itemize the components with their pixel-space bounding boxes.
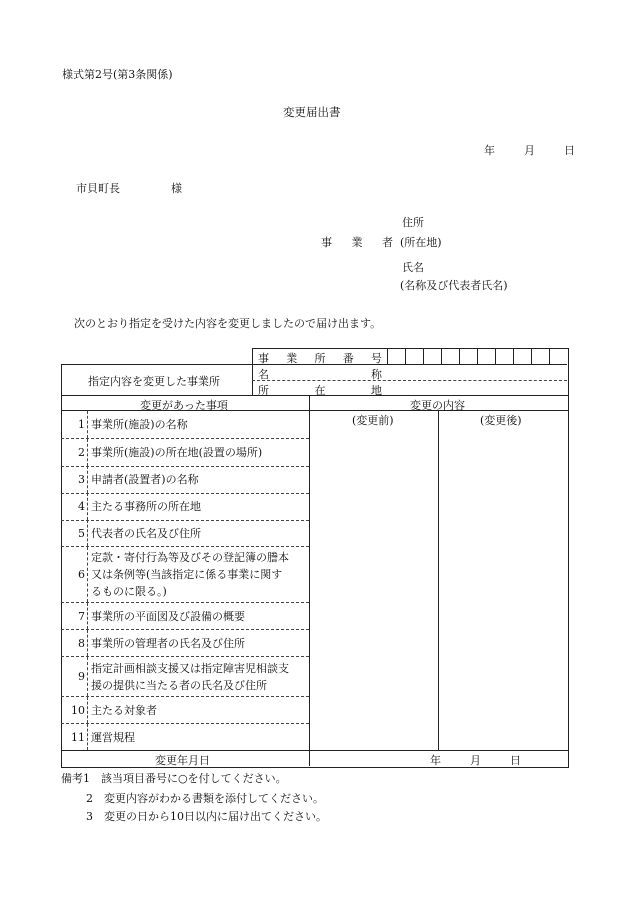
date-day: 日	[564, 144, 575, 157]
page-title: 変更届出書	[283, 105, 341, 119]
item-number: 9	[61, 657, 88, 696]
change-item-row[interactable]	[61, 697, 309, 724]
office-number-box[interactable]	[477, 349, 496, 364]
office-number-label: 事 業 所 番 号	[258, 352, 382, 365]
col-change-content: 変更の内容	[410, 399, 465, 412]
item-label: 主たる事務所の所在地	[91, 500, 201, 513]
office-location-label: 所 在 地	[258, 384, 382, 397]
item-number: 8	[61, 630, 88, 656]
note-2: 2 変更内容がわかる書類を添付してください。	[86, 792, 324, 805]
addressee-name: 市貝町長	[76, 182, 120, 195]
change-item-row[interactable]	[61, 439, 309, 467]
office-number-box[interactable]	[387, 349, 406, 364]
item-label: 事業所(施設)の所在地(設置の場所)	[91, 446, 263, 459]
addressee-honorific: 様	[171, 182, 182, 195]
item-label: 定款・寄付行為等及びその登記簿の謄本 又は条例等(当該指定に係る事業に関す るものに限る。)	[91, 551, 289, 598]
item-number: 4	[61, 493, 88, 520]
item-label: 指定計画相談支援又は指定障害児相談支 援の提供に当たる者の氏名及び住所	[91, 661, 289, 692]
change-item-row[interactable]	[61, 466, 309, 494]
office-number-box[interactable]	[549, 349, 568, 364]
item-number: 6	[61, 547, 88, 602]
change-item-row[interactable]	[61, 724, 309, 750]
change-item-row[interactable]	[61, 411, 309, 439]
note-3: 3 変更の日から10日以内に届け出てください。	[86, 810, 327, 823]
change-date-day: 日	[510, 754, 521, 767]
item-number: 5	[61, 520, 88, 546]
item-number: 2	[61, 439, 88, 466]
change-date-month: 月	[470, 754, 481, 767]
after-label: (変更後)	[480, 414, 522, 427]
office-number-box[interactable]	[423, 349, 442, 364]
office-number-box[interactable]	[495, 349, 514, 364]
item-number: 11	[61, 724, 88, 750]
item-label: 事業所(施設)の名称	[91, 418, 188, 431]
office-number-box[interactable]	[441, 349, 460, 364]
business-label: 事 業 者	[321, 236, 393, 249]
change-item-row[interactable]	[61, 547, 309, 603]
change-item-row[interactable]	[61, 657, 309, 697]
office-number-box[interactable]	[531, 349, 550, 364]
item-label: 事業所の平面図及び設備の概要	[91, 609, 245, 623]
change-item-row[interactable]	[61, 630, 309, 657]
date-month: 月	[524, 144, 535, 157]
office-name-label: 名 称	[258, 368, 382, 381]
note-1: 備考1 該当項目番号に○を付してください。	[61, 772, 287, 785]
change-item-row[interactable]	[61, 603, 309, 630]
item-number: 7	[61, 603, 88, 629]
change-date-label: 変更年月日	[155, 754, 210, 767]
office-number-box[interactable]	[513, 349, 532, 364]
change-date-year: 年	[430, 754, 441, 767]
address-label: 住所	[402, 216, 424, 229]
item-label: 主たる対象者	[91, 703, 157, 717]
office-header: 指定内容を変更した事業所	[88, 375, 220, 388]
col-changed-item: 変更があった事項	[140, 399, 228, 412]
date-year: 年	[484, 144, 495, 157]
intro-text: 次のとおり指定を受けた内容を変更しましたので届け出ます。	[74, 317, 382, 330]
name-note: (名称及び代表者氏名)	[400, 279, 508, 292]
item-label: 事業所の管理者の氏名及び住所	[91, 636, 245, 650]
item-number: 3	[61, 466, 88, 493]
office-number-box[interactable]	[405, 349, 424, 364]
before-label: (変更前)	[352, 414, 394, 427]
item-label: 申請者(設置者)の名称	[91, 473, 199, 486]
change-item-row[interactable]	[61, 520, 309, 547]
office-number-box[interactable]	[459, 349, 478, 364]
item-number: 1	[61, 411, 88, 438]
item-number: 10	[61, 697, 88, 723]
change-item-row[interactable]	[61, 493, 309, 521]
name-label: 氏名	[402, 261, 424, 274]
item-label: 代表者の氏名及び住所	[91, 526, 201, 540]
location-label: (所在地)	[400, 236, 442, 249]
form-number: 様式第2号(第3条関係)	[62, 68, 173, 81]
item-label: 運営規程	[91, 730, 135, 744]
change-date-value[interactable]	[430, 752, 521, 768]
